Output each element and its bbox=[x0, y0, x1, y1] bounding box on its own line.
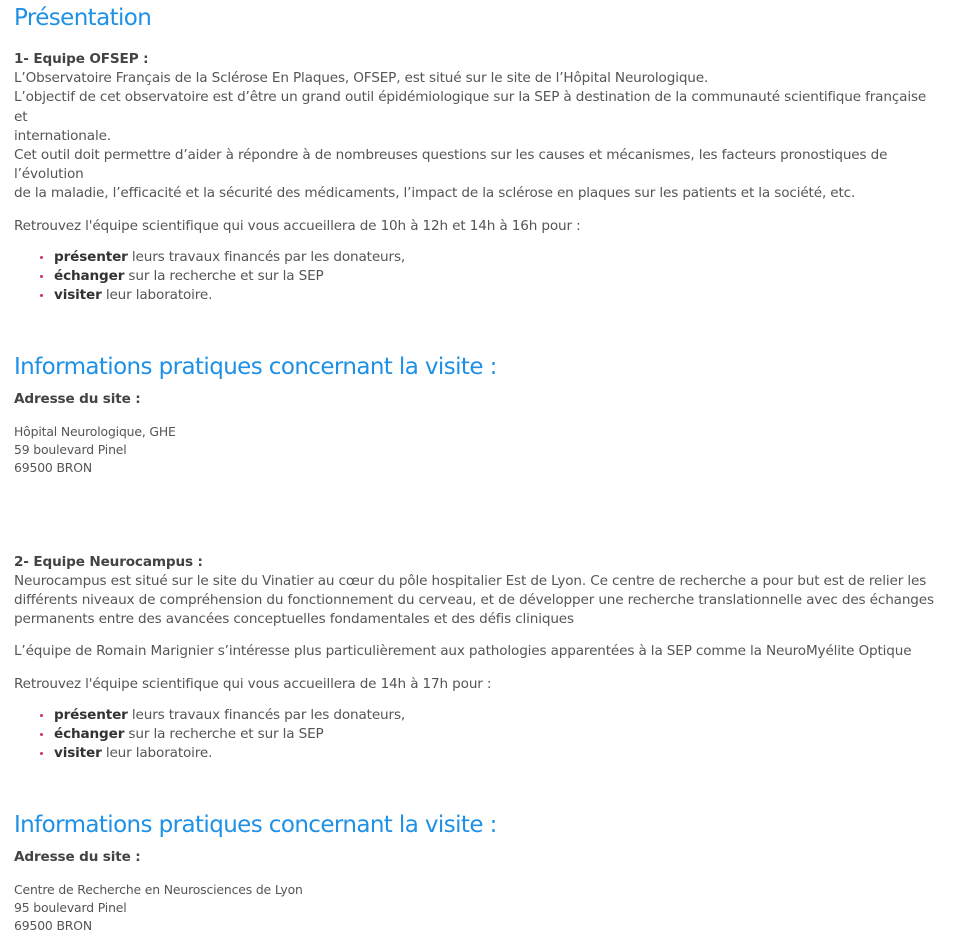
address-1-line-2: 59 boulevard Pinel bbox=[14, 441, 127, 457]
address-1-line-3: 69500 BRON bbox=[14, 459, 92, 475]
list-item-text: leurs travaux financés par les donateurs, bbox=[127, 248, 406, 265]
neurocampus-schedule-intro: Retrouvez l'équipe scientifique qui vous accueillera de 14h à 17h pour : bbox=[14, 675, 492, 692]
neurocampus-activity-list bbox=[14, 706, 940, 764]
list-item-text: sur la recherche et sur la SEP bbox=[124, 726, 324, 743]
list-item-keyword: présenter bbox=[54, 706, 128, 723]
neurocampus-line-3: permanents entre des avancées conceptuelles fondamentales et des défis cliniques bbox=[14, 611, 574, 628]
ofsep-line-3: internationale. bbox=[14, 127, 111, 144]
neurocampus-team-note: L’équipe de Romain Marignier s’intéresse plus particulièrement aux pathologies apparentées à la SEP comme la NeuroMyélite Optique bbox=[14, 643, 912, 660]
list-item bbox=[38, 725, 940, 744]
ofsep-line-1: L’Observatoire Français de la Sclérose En Plaques, OFSEP, est situé sur le site de l’Hôpital Neurologique. bbox=[14, 70, 709, 87]
presentation-heading: Présentation bbox=[14, 5, 152, 31]
address-1-line-1: Hôpital Neurologique, GHE bbox=[14, 423, 176, 439]
list-item-text: leur laboratoire. bbox=[101, 745, 213, 762]
ofsep-activity-list bbox=[14, 248, 940, 306]
practical-info-heading-2: Informations pratiques concernant la visite : bbox=[14, 812, 497, 839]
neurocampus-line-1: Neurocampus est situé sur le site du Vinatier au cœur du pôle hospitalier Est de Lyon. Ce centre de recherche a pour but est de relier les bbox=[14, 572, 927, 589]
address-2-line-1: Centre de Recherche en Neurosciences de Lyon bbox=[14, 881, 303, 897]
neurocampus-line-2: différents niveaux de compréhension du fonctionnement du cerveau, et de développer une recherche translationnelle avec des échanges bbox=[14, 592, 934, 609]
ofsep-line-2: L’objectif de cet observatoire est d’être un grand outil épidémiologique sur la SEP à destination de la communauté scientifique française et bbox=[14, 89, 927, 125]
ofsep-line-5: de la maladie, l’efficacité et la sécurité des médicaments, l’impact de la sclérose en plaques sur les patients et la société, etc. bbox=[14, 185, 856, 202]
list-item bbox=[38, 267, 940, 286]
ofsep-line-4: Cet outil doit permettre d’aider à répondre à de nombreuses questions sur les causes et mécanismes, les facteurs pronostiques de l’évolution bbox=[14, 147, 888, 183]
team-ofsep-title: 1- Equipe OFSEP : bbox=[14, 51, 149, 67]
list-item-keyword: échanger bbox=[54, 268, 125, 285]
address-label-2: Adresse du site : bbox=[14, 849, 141, 866]
team-neurocampus-title: 2- Equipe Neurocampus : bbox=[14, 553, 203, 570]
address-label-1: Adresse du site : bbox=[14, 391, 141, 408]
list-item-keyword: visiter bbox=[54, 287, 102, 304]
list-item-keyword: visiter bbox=[54, 745, 102, 762]
list-item bbox=[38, 248, 940, 267]
list-item-text: sur la recherche et sur la SEP bbox=[124, 268, 324, 285]
address-2-line-2: 95 boulevard Pinel bbox=[14, 899, 127, 915]
list-item-keyword: échanger bbox=[54, 726, 125, 743]
practical-info-heading-1: Informations pratiques concernant la visite : bbox=[14, 354, 497, 381]
list-item bbox=[38, 706, 940, 725]
address-2-line-3: 69500 BRON bbox=[14, 917, 92, 933]
list-item-text: leur laboratoire. bbox=[101, 287, 213, 304]
ofsep-schedule-intro: Retrouvez l'équipe scientifique qui vous accueillera de 10h à 12h et 14h à 16h pour : bbox=[14, 217, 581, 234]
list-item-keyword: présenter bbox=[54, 248, 128, 265]
list-item bbox=[38, 286, 940, 305]
list-item-text: leurs travaux financés par les donateurs, bbox=[127, 706, 406, 723]
list-item bbox=[38, 744, 940, 763]
